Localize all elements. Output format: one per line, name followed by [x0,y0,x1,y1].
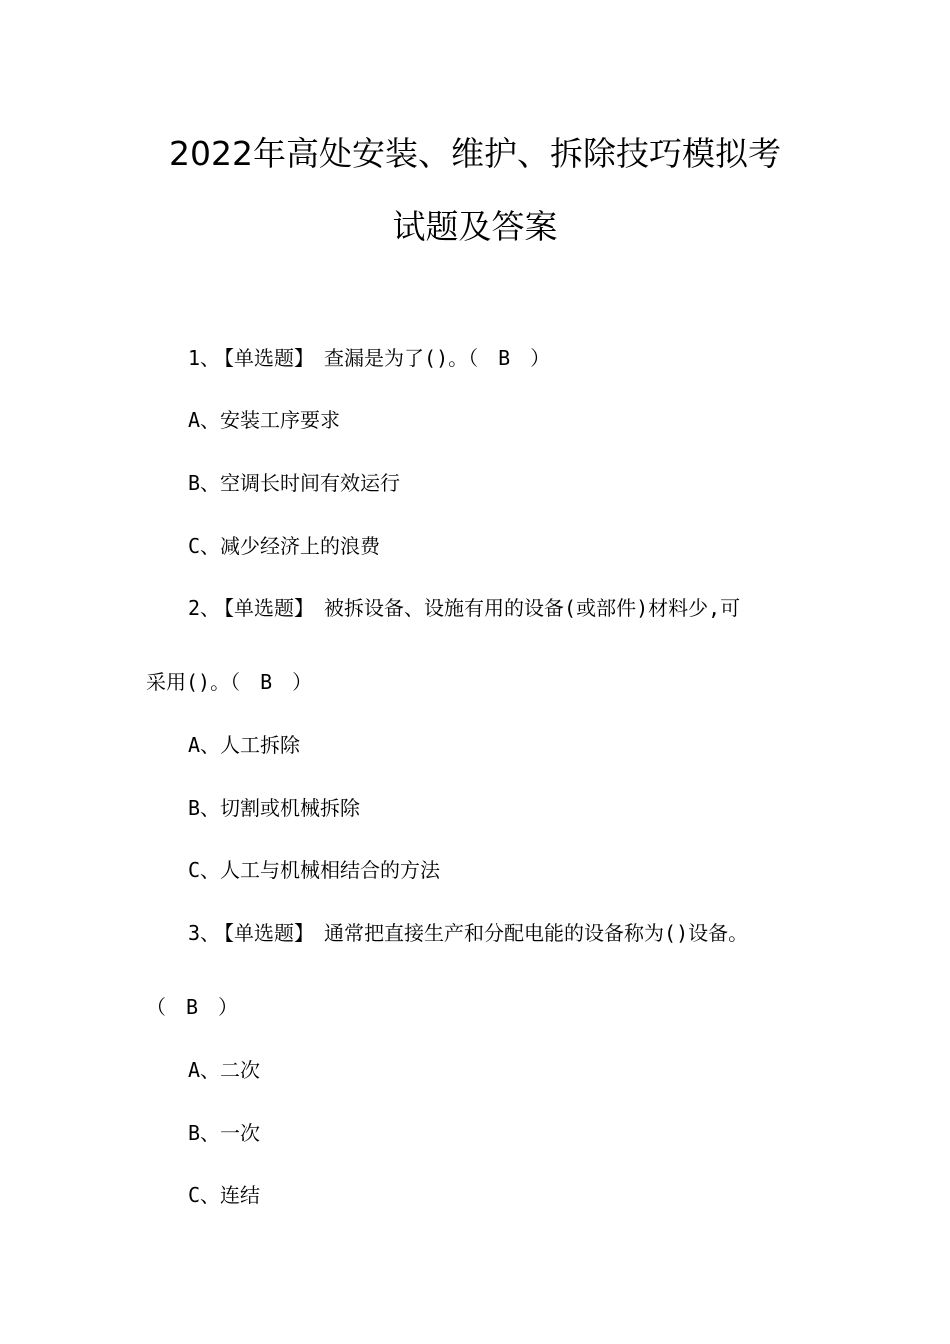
question-2-option-c: C、人工与机械相结合的方法 [188,858,441,882]
question-number: 1、 [188,346,221,370]
question-number: 2、 [188,596,221,620]
question-1-option-a: A、安装工序要求 [188,408,341,432]
question-3-option-a: A、二次 [188,1058,261,1082]
question-3-stem-continued: （ B ） [146,995,239,1019]
question-3-stem [188,920,748,946]
question-1-option-b: B、空调长时间有效运行 [188,471,401,495]
question-text: 被拆设备、设施有用的设备(或部件)材料少,可 [324,596,741,620]
question-1-stem [188,345,550,371]
question-2-stem [188,595,740,621]
question-3-option-c: C、连结 [188,1183,261,1207]
question-2-option-a: A、人工拆除 [188,733,301,757]
question-type-tag: 【单选题】 [224,921,315,945]
question-2-stem-continued: 采用()。（ B ） [146,670,313,694]
question-2-option-b: B、切割或机械拆除 [188,796,361,820]
question-text: 查漏是为了()。（ B ） [324,346,551,370]
question-number: 3、 [188,921,221,945]
question-type-tag: 【单选题】 [224,596,315,620]
question-3-option-b: B、一次 [188,1121,261,1145]
document-title-line-2: 试题及答案 [392,207,558,246]
question-type-tag: 【单选题】 [224,346,315,370]
question-1-option-c: C、减少经济上的浪费 [188,534,381,558]
question-text: 通常把直接生产和分配电能的设备称为()设备。 [324,921,749,945]
document-title-line-1: 2022年高处安装、维护、拆除技巧模拟考 [169,134,781,173]
